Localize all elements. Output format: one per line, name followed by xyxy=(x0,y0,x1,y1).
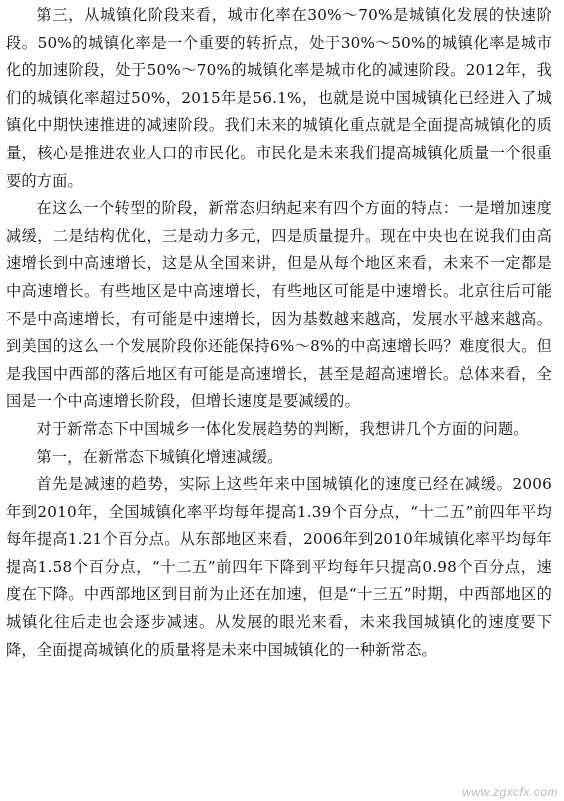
paragraph-new-normal-features: 在这么一个转型的阶段，新常态归纳起来有四个方面的特点：一是增加速度减缓，二是结构优化，三是动力多元，四是质量提升。现在中央也在说我们由高速增长到中高速增长，这是从全国来讲，但是从每个地区来看，未来不一定都是中高速增长。有些地区是中高速增长，有些地区可能是中速增长。北京往后可能不是中高速增长，有可能是中速增长，因为基数越来越高，发展水平越来越高。到美国的这么一个发展阶段你还能保持6%～8%的中高速增长吗？难度很大。但是我国中西部的落后地区有可能是高速增长，甚至是超高速增长。总体来看，全国是一个中高速增长阶段，但增长速度是要减缓的。 xyxy=(6,199,552,411)
paragraph-urbanization-stage: 第三，从城镇化阶段来看，城市化率在30%～70%是城镇化发展的快速阶段。50%的城镇化率是一个重要的转折点，处于30%～50%的城镇化率是城市化的加速阶段，处于50%～70%的城镇化率是城市化的减速阶段。2012年，我们的城镇化率超过50%，2015年是56.1%，也就是说中国城镇化已经进入了城镇化中期快速推进的减速阶段。我们未来的城镇化重点就是全面提高城镇化的质量，核心是推进农业人口的市民化。市民化是未来我们提高城镇化质量一个很重要的方面。 xyxy=(6,6,552,190)
paragraph-trend-judgment: 对于新常态下中国城乡一体化发展趋势的判断，我想讲几个方面的问题。 xyxy=(36,419,529,438)
paragraph-slowdown-trend: 首先是减速的趋势，实际上这些年来中国城镇化的速度已经在减缓。2006年到2010年，全国城镇化率平均每年提高1.39个百分点，“十二五”前四年平均每年提高1.21个百分点。从东部地区来看，2006年到2010年城镇化率平均每年提高1.58个百分点，“十二五”前四年下降到平均每年只提高0.98个百分点，速度在下降。中西部地区到目前为止还在加速，但是“十三五”时期，中西部地区的城镇化往后走也会逐步减速。从发展的眼光来看，未来我国城镇化的速度要下降，全面提高城镇化的质量将是未来中国城镇化的一种新常态。 xyxy=(6,475,552,659)
site-watermark: www.zgxcfx.com xyxy=(462,785,558,799)
paragraph-first-point: 第一，在新常态下城镇化增速减缓。 xyxy=(36,447,283,466)
